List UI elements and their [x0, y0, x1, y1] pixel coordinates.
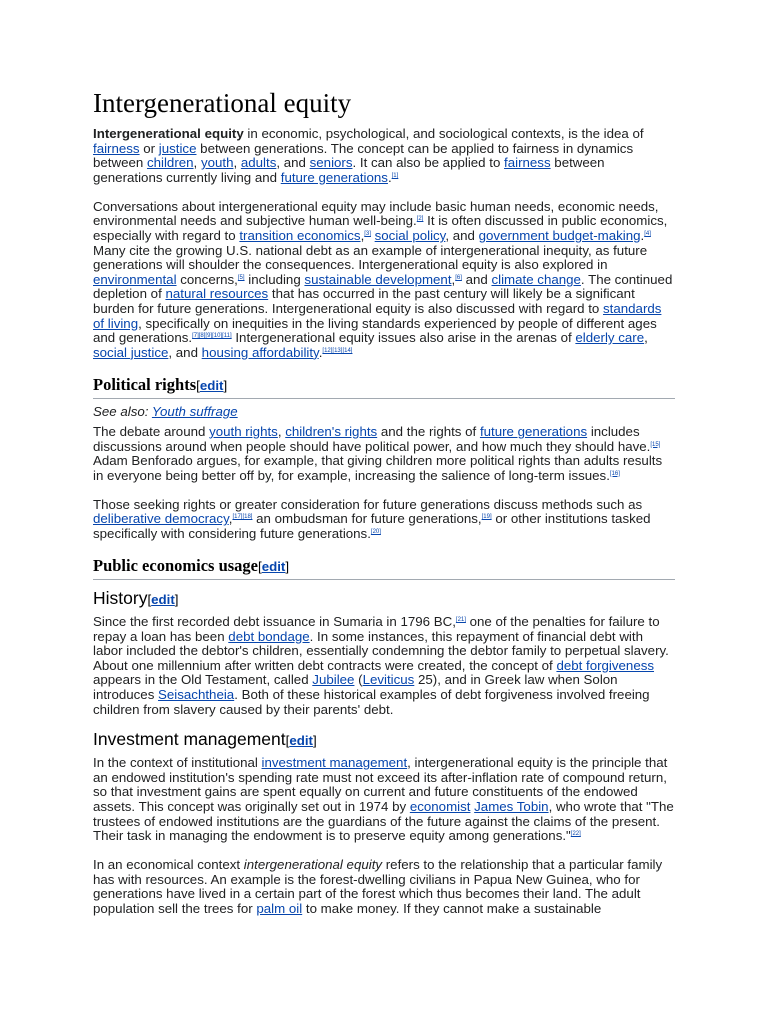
edit-button[interactable]: edit: [199, 377, 224, 393]
link-climate-change[interactable]: climate change: [491, 271, 581, 287]
link-future-generations[interactable]: future generations: [479, 423, 588, 439]
link-jubilee[interactable]: Jubilee: [312, 672, 355, 688]
link-fairness-2[interactable]: fairness: [504, 155, 551, 171]
citation-ref[interactable]: [21]: [455, 617, 466, 624]
citation-ref[interactable]: [20]: [370, 528, 381, 535]
subsection-heading-history: History[edit]: [93, 588, 179, 609]
edit-button[interactable]: edit: [289, 733, 313, 749]
subsection-heading-investment-management: Investment management[edit]: [93, 729, 317, 750]
see-also-note: See also: Youth suffrage: [93, 403, 238, 419]
link-deliberative-democracy[interactable]: deliberative democracy: [93, 511, 229, 527]
link-natural-resources[interactable]: natural resources: [165, 286, 269, 302]
edit-section-link: [edit]: [196, 377, 228, 393]
section-heading-public-economics: Public economics usage[edit]: [93, 556, 675, 580]
link-social-policy[interactable]: social policy: [374, 228, 446, 244]
paragraph-political-debate: The debate around youth rights, children's rights and the rights of future generations includes discussions around when people should have political power, and how much they should have.[15] Adam Benforado argues, for example, that giving children more political rights than adults results in everyone being better off by, for example, increasing the salience of long-term issues.[16]: [93, 423, 663, 483]
link-youth-suffrage[interactable]: Youth suffrage: [151, 403, 238, 419]
citation-ref[interactable]: [2]: [416, 216, 424, 223]
citation-ref[interactable]: [22]: [570, 831, 581, 838]
link-youth[interactable]: youth: [200, 155, 234, 171]
intro-bold-term: Intergenerational equity: [93, 126, 244, 141]
link-economist[interactable]: economist: [409, 799, 471, 814]
link-childrens-rights[interactable]: children's rights: [285, 423, 378, 439]
link-environmental[interactable]: environmental: [93, 271, 177, 287]
link-housing-affordability[interactable]: housing affordability: [201, 344, 319, 360]
link-justice[interactable]: justice: [158, 140, 197, 156]
edit-button[interactable]: edit: [151, 592, 175, 608]
paragraph-history: Since the first recorded debt issuance in Sumaria in 1796 BC,[21] one of the penalties for failure to repay a loan has been debt bondage. In some instances, this repayment of financial debt with labor included the debtor's children, essentially condemning the debtor family to perpetual slavery. About one millennium after written debt contracts were created, the concept of debt forgiveness appears in the Old Testament, called Jubilee (Leviticus 25), and in Greek law when Solon introduces Seisachtheia. Both of these historical examples of debt forgiveness involved freeing children from slavery caused by their parents' debt.: [93, 614, 669, 717]
edit-section-link: [edit]: [285, 733, 317, 749]
link-sustainable-development[interactable]: sustainable development: [304, 271, 452, 287]
link-seisachtheia[interactable]: Seisachtheia: [158, 687, 235, 703]
citation-ref[interactable]: [5]: [237, 274, 245, 281]
link-future-generations[interactable]: future generations: [280, 169, 388, 185]
citation-ref[interactable]: [4]: [644, 231, 651, 238]
page-title: Intergenerational equity: [93, 88, 352, 118]
article-body: [93, 86, 675, 931]
link-standards-of-living[interactable]: standards of living: [93, 301, 662, 331]
citation-ref[interactable]: [6]: [455, 274, 462, 281]
link-youth-rights[interactable]: youth rights: [209, 423, 278, 439]
citation-ref[interactable]: [1]: [391, 172, 399, 179]
link-palm-oil[interactable]: palm oil: [256, 901, 303, 917]
link-government-budget-making[interactable]: government budget-making: [478, 228, 641, 244]
intro-paragraph: Intergenerational equity in economic, psychological, and sociological contexts, is the idea of fairness or justice between generations. The concept can be applied to fairness in dynamics between children, youth, adults, and seniors. It can also be applied to fairness between generations currently living and future generations.[1]: [93, 126, 644, 185]
citation-ref[interactable]: [16]: [609, 470, 620, 477]
link-james-tobin[interactable]: James Tobin: [474, 799, 549, 814]
edit-button[interactable]: edit: [261, 559, 286, 575]
link-debt-forgiveness[interactable]: debt forgiveness: [556, 657, 655, 673]
link-fairness[interactable]: fairness: [93, 140, 140, 156]
paragraph-economic-context: In an economical context intergenerational equity refers to the relationship that a particular family has with resources. An example is the forest-dwelling civilians in Papua New Guinea, who for generations have lived in a certain part of the forest which thus becomes their land. The adult population sell the trees for palm oil to make money. If they cannot make a sustainable: [93, 857, 663, 917]
citation-ref[interactable]: [7][8][9][10][11]: [192, 333, 232, 340]
edit-section-link: [edit]: [147, 592, 179, 608]
italic-term: intergenerational equity: [243, 857, 383, 873]
edit-section-link: [edit]: [258, 559, 290, 575]
link-children[interactable]: children: [146, 155, 194, 171]
link-social-justice[interactable]: social justice: [93, 344, 169, 360]
link-investment-management[interactable]: investment management: [261, 755, 408, 771]
paragraph-conversations: Conversations about intergenerational equity may include basic human needs, economic needs, environmental needs and subjective human well-being.[2] It is often discussed in public economics, especially with regard to transition economics,[3] social policy, and government budget-making.[4] Many cite the growing U.S. national debt as an example of intergenerational inequity, as future generations will shoulder the consequences. Intergenerational equity is also explored in environmental concerns,[5] including sustainable development,[6] and climate change. The continued depletion of natural resources that has occurred in the past century will likely be a significant burden for future generations. Intergenerational equity is also discussed with regard to standards of living, specifically on inequities in the living standards experienced by people of different ages and generations.[7][8][9][10][11] Intergenerational equity issues also arise in the arenas of elderly care, social justice, and housing affordability.[12][13][14]: [93, 198, 673, 360]
section-heading-political-rights: Political rights[edit]: [93, 375, 675, 399]
citation-ref[interactable]: [12][13][14]: [322, 347, 353, 354]
link-debt-bondage[interactable]: debt bondage: [228, 628, 310, 644]
paragraph-political-methods: Those seeking rights or greater consideration for future generations discuss methods such as deliberative democracy,[17][18] an ombudsman for future generations,[19] or other institutions tasked specifically with considering future generations.[20]: [93, 496, 651, 541]
citation-ref[interactable]: [17][18]: [232, 514, 253, 521]
link-seniors[interactable]: seniors: [309, 155, 353, 171]
citation-ref[interactable]: [15]: [650, 441, 661, 448]
paragraph-investment: In the context of institutional investment management, intergenerational equity is the principle that an endowed institution's spending rate must not exceed its after-inflation rate of compound return, so that investment gains are spent equally on current and future constituents of the endowed assets. This concept was originally set out in 1974 by economist James Tobin, who wrote that "The trustees of endowed institutions are the guardians of the future against the claims of the present. Their task in managing the endowment is to preserve equity among generations."[22]: [93, 755, 674, 844]
citation-ref[interactable]: [19]: [481, 514, 492, 521]
link-transition-economics[interactable]: transition economics: [239, 228, 361, 244]
link-elderly-care[interactable]: elderly care: [575, 330, 645, 346]
link-leviticus[interactable]: Leviticus: [362, 672, 415, 688]
citation-ref[interactable]: [3]: [364, 231, 371, 238]
link-adults[interactable]: adults: [240, 155, 277, 171]
